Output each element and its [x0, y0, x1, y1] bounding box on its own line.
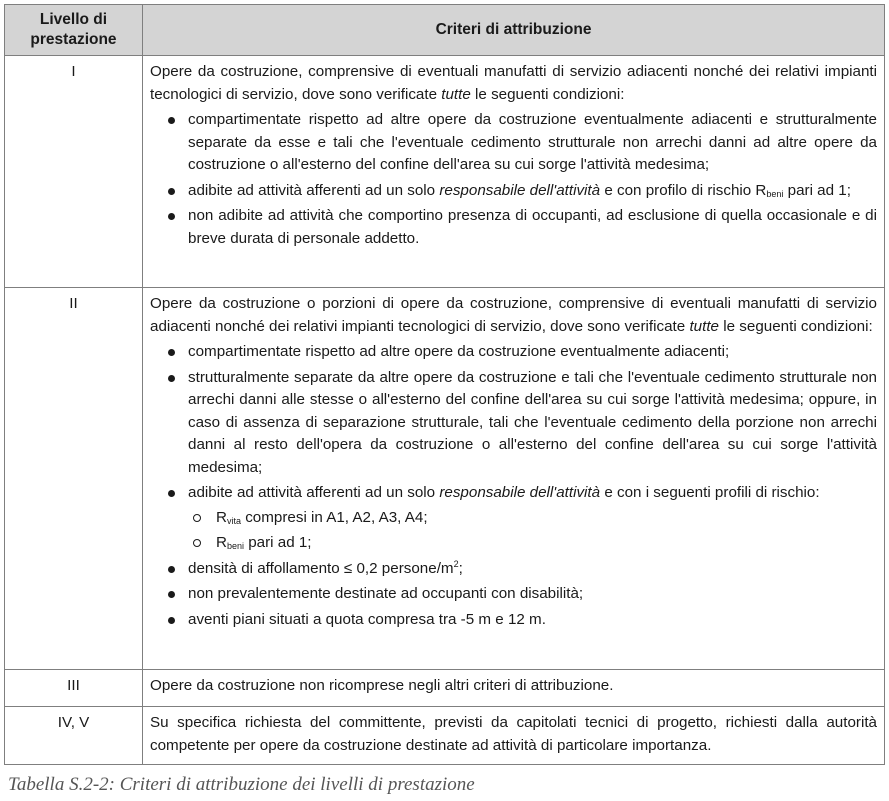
list-item: compartimentate rispetto ad altre opere da costruzione eventualmente adiacenti; — [150, 341, 877, 364]
table-header-row — [5, 5, 885, 56]
level-cell: II — [5, 288, 143, 670]
table-row — [5, 670, 885, 707]
condition-list — [150, 341, 877, 631]
list-item: adibite ad attività afferenti ad un solo responsabile dell'attività e con i seguenti profili di rischio: $R_{vita}$ compresi in A1, A2, A3, A4; $R_{beni}$ pari ad 1; — [150, 482, 877, 555]
table-row — [5, 288, 885, 670]
table-row — [5, 56, 885, 288]
criteria-intro: Opere da costruzione o porzioni di opere da costruzione, comprensive di eventuali manufatti di servizio adiacenti nonché dei relativi impianti tecnologici di servizio, dove sono verificate tutte le seguenti condizioni: — [150, 295, 877, 335]
criteria-table — [4, 4, 885, 765]
table-caption: Tabella S.2-2: Criteri di attribuzione dei livelli di prestazione — [8, 774, 475, 795]
table-row — [5, 707, 885, 765]
level-cell: III — [5, 670, 143, 707]
list-item: strutturalmente separate da altre opere da costruzione e tali che l'eventuale cedimento strutturale non arrechi danni alle stesse o all'esterno del confine dell'area su cui sorge l'attività medesima; oppure, in caso di assenza di separazione strutturale, tali che l'eventuale cedimento della porzione non arrechi danni al resto dell'opera da costruzione o all'esterno del confine dell'area su cui sorge l'attività medesima; — [150, 367, 877, 480]
level-cell: IV, V — [5, 707, 143, 765]
list-item: non prevalentemente destinate ad occupanti con disabilità; — [150, 583, 877, 606]
list-item: densità di affollamento ≤ 0,2 persone/$m^2$; — [150, 558, 877, 581]
condition-list — [150, 109, 877, 250]
list-item: aventi piani situati a quota compresa tra -5 m e 12 m. — [150, 609, 877, 632]
criteria-cell: Su specifica richiesta del committente, previsti da capitolati tecnici di progetto, richiesti dalla autorità competente per opere da costruzione destinate ad attività di particolare importanza. — [143, 707, 885, 765]
criteria-cell — [143, 56, 885, 288]
header-level: Livello di prestazione — [5, 5, 143, 56]
list-item: compartimentate rispetto ad altre opere da costruzione eventualmente adiacenti e strutturalmente separate da esse e tali che l'eventuale cedimento strutturale non arrechi danni ad altre opere da costruzione o all'esterno del confine dell'area su cui sorge l'attività medesima; — [150, 109, 877, 177]
criteria-cell — [143, 288, 885, 670]
header-criteria: Criteri di attribuzione — [143, 5, 885, 56]
level-cell: I — [5, 56, 143, 288]
list-item: non adibite ad attività che comportino presenza di occupanti, ad esclusione di quella occasionale e di breve durata di personale addetto. — [150, 205, 877, 250]
list-item: adibite ad attività afferenti ad un solo responsabile dell'attività e con profilo di rischio $R_{beni}$ pari ad 1; — [150, 180, 877, 203]
risk-profile-list — [188, 507, 877, 555]
criteria-intro: Opere da costruzione, comprensive di eventuali manufatti di servizio adiacenti nonché dei relativi impianti tecnologici di servizio, dove sono verificate tutte le seguenti condizioni: — [150, 63, 877, 103]
list-item: $R_{vita}$ compresi in A1, A2, A3, A4; — [188, 507, 877, 530]
criteria-cell: Opere da costruzione non ricomprese negli altri criteri di attribuzione. — [143, 670, 885, 707]
list-item: $R_{beni}$ pari ad 1; — [188, 532, 877, 555]
